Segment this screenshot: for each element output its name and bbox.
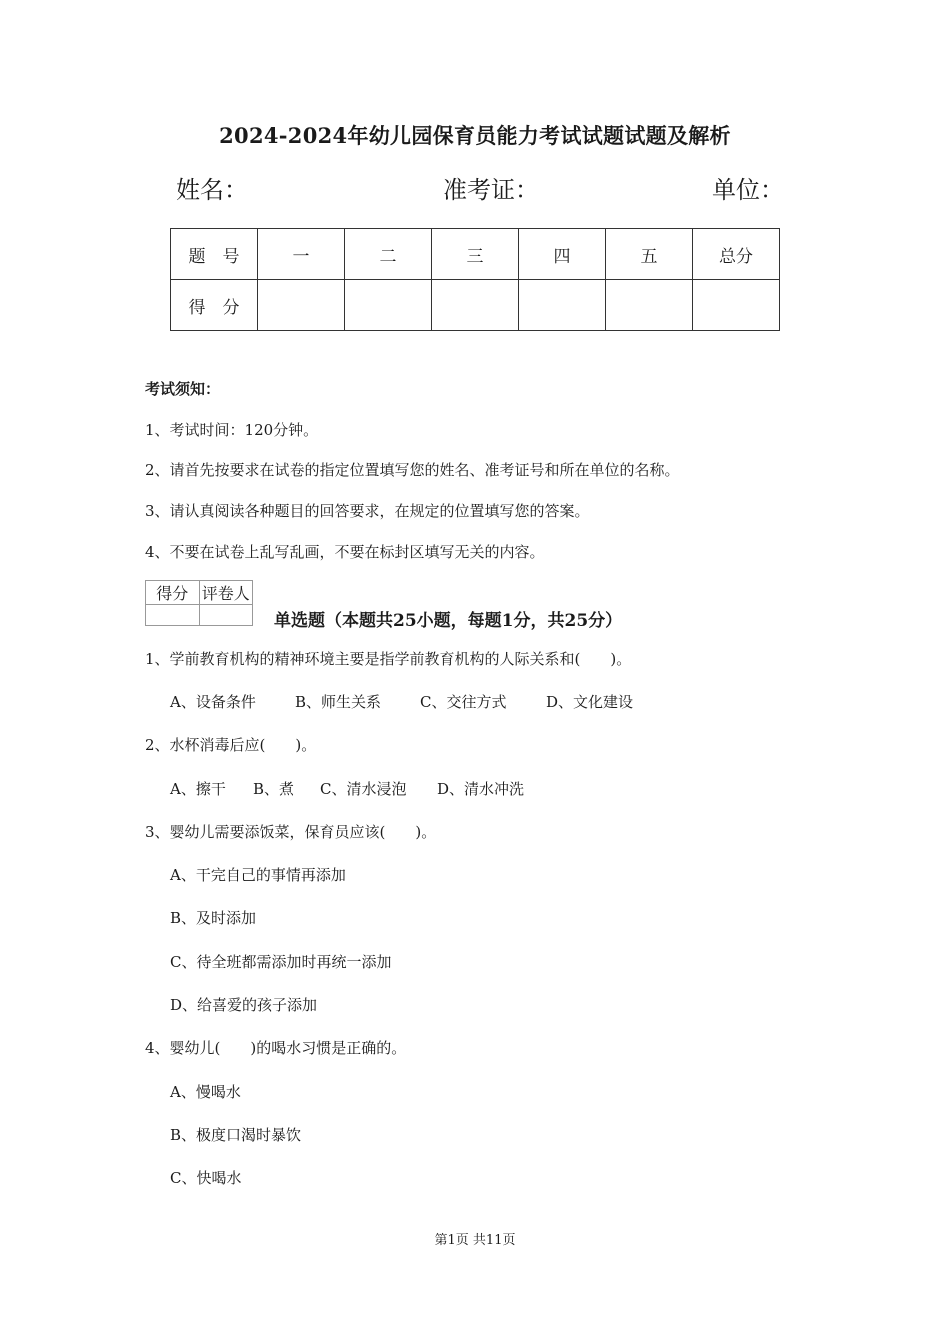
question-option: A、干完自己的事情再添加 xyxy=(170,866,346,884)
grader-score-label: 得分 xyxy=(146,581,200,605)
score-cell xyxy=(432,280,519,331)
score-header-cell: 三 xyxy=(432,229,519,280)
question-option: C、清水浸泡 xyxy=(320,780,407,798)
notice-item: 2、请首先按要求在试卷的指定位置填写您的姓名、准考证号和所在单位的名称。 xyxy=(145,461,680,479)
question-option: C、待全班都需添加时再统一添加 xyxy=(170,953,392,971)
question-option: D、给喜爱的孩子添加 xyxy=(170,996,318,1014)
score-cell xyxy=(519,280,606,331)
question-option: C、交往方式 xyxy=(420,693,507,711)
notice-item: 1、考试时间：120分钟。 xyxy=(145,421,319,439)
name-label: 姓名： xyxy=(176,176,248,204)
score-cell xyxy=(693,280,780,331)
score-table-header-row xyxy=(171,229,780,280)
question-option: B、师生关系 xyxy=(295,693,382,711)
question-option: A、擦干 xyxy=(170,780,226,798)
score-header-cell: 一 xyxy=(258,229,345,280)
unit-label: 单位： xyxy=(712,176,784,204)
score-table xyxy=(170,228,780,331)
ticket-label: 准考证： xyxy=(443,176,539,204)
question-option: B、及时添加 xyxy=(170,909,257,927)
notice-item: 4、不要在试卷上乱写乱画，不要在标封区填写无关的内容。 xyxy=(145,543,545,561)
grader-reviewer-label: 评卷人 xyxy=(199,581,253,605)
section-title: 单选题（本题共25小题，每题1分，共25分） xyxy=(274,611,623,631)
score-cell xyxy=(258,280,345,331)
notice-item: 3、请认真阅读各种题目的回答要求，在规定的位置填写您的答案。 xyxy=(145,502,590,520)
question-stem: 1、学前教育机构的精神环境主要是指学前教育机构的人际关系和( )。 xyxy=(145,650,632,668)
score-header-cell: 四 xyxy=(519,229,606,280)
question-stem: 3、婴幼儿需要添饭菜，保育员应该( )。 xyxy=(145,823,437,841)
score-cell xyxy=(345,280,432,331)
question-option: A、设备条件 xyxy=(170,693,256,711)
score-cell xyxy=(606,280,693,331)
grader-score-cell xyxy=(146,605,200,626)
question-stem: 2、水杯消毒后应( )。 xyxy=(145,736,317,754)
grader-box xyxy=(145,580,253,626)
score-header-cell: 总分 xyxy=(693,229,780,280)
score-header-cell: 五 xyxy=(606,229,693,280)
score-header-cell: 二 xyxy=(345,229,432,280)
question-option: A、慢喝水 xyxy=(170,1083,241,1101)
grader-reviewer-cell xyxy=(199,605,253,626)
score-table-score-row xyxy=(171,280,780,331)
question-option: B、煮 xyxy=(253,780,295,798)
question-option: D、文化建设 xyxy=(546,693,634,711)
notice-heading: 考试须知： xyxy=(145,380,221,398)
question-option: D、清水冲洗 xyxy=(437,780,525,798)
score-row-label: 得 分 xyxy=(171,280,258,331)
page-title: 2024-2024年幼儿园保育员能力考试试题试题及解析 xyxy=(219,123,731,148)
question-option: B、极度口渴时暴饮 xyxy=(170,1126,302,1144)
question-option: C、快喝水 xyxy=(170,1169,242,1187)
question-stem: 4、婴幼儿( )的喝水习惯是正确的。 xyxy=(145,1039,407,1057)
score-header-cell: 题 号 xyxy=(171,229,258,280)
page-footer: 第1页 共11页 xyxy=(434,1233,516,1248)
